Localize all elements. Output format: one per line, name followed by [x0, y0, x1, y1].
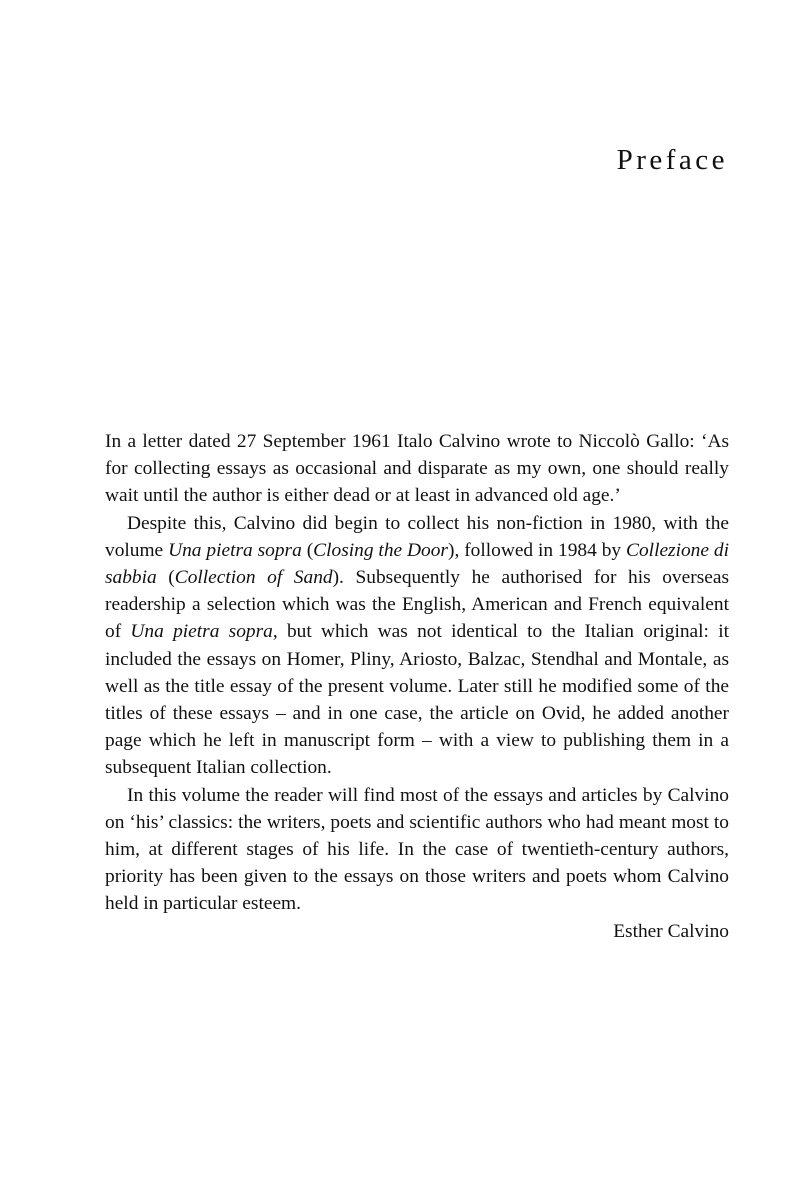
- paragraph-2-text: Despite this, Calvino did begin to collect his non-fiction in 1980, with the volume: [105, 512, 729, 561]
- book-title-italic: Closing the Door: [313, 539, 448, 561]
- preface-body: [105, 428, 729, 945]
- paragraph-3: [105, 782, 729, 918]
- book-title-italic: Una pietra sopra: [130, 621, 273, 643]
- book-title-italic: Collection of Sand: [174, 567, 333, 589]
- paragraph-3-text: In this volume the reader will find most of the essays and articles by Calvino on ‘his’ classics: the writers, poets and scientific authors who had meant most to him, at different stages of his life. In the case of twentieth-century authors, priority has been given to the essays on those writers and poets whom Calvino held in particular esteem.: [105, 784, 729, 915]
- paragraph-2-text: (: [301, 539, 314, 561]
- page-title: Preface: [616, 144, 728, 176]
- paragraph-2-text: ), followed in 1984 by: [447, 539, 627, 561]
- author-signature: Esther Calvino: [613, 920, 729, 942]
- paragraph-1: [105, 428, 729, 510]
- paragraph-2-text: (: [156, 567, 175, 589]
- paragraph-2-text: ). Subsequently he authorised for his overseas readership a selection which was the English, American and French equivalent of: [105, 567, 729, 643]
- paragraph-1-text: In a letter dated 27 September 1961 Italo Calvino wrote to Niccolò Gallo: ‘As for collecting essays as occasional and disparate as my own, one should really wait until the author is either dead or at least in advanced old age.’: [105, 431, 729, 507]
- paragraph-2-text: , but which was not identical to the Italian original: it included the essays on Homer, Pliny, Ariosto, Balzac, Stendhal and Montale, as well as the title essay of the present volume. Later still he modified some of the titles of these essays – and in one case, the article on Ovid, he added another page which he left in manuscript form – with a view to publishing them in a subsequent Italian collection.: [105, 621, 729, 779]
- book-title-italic: Una pietra sopra: [168, 539, 302, 561]
- paragraph-2: [105, 510, 729, 782]
- book-title-italic: Collezione di sabbia: [105, 539, 729, 589]
